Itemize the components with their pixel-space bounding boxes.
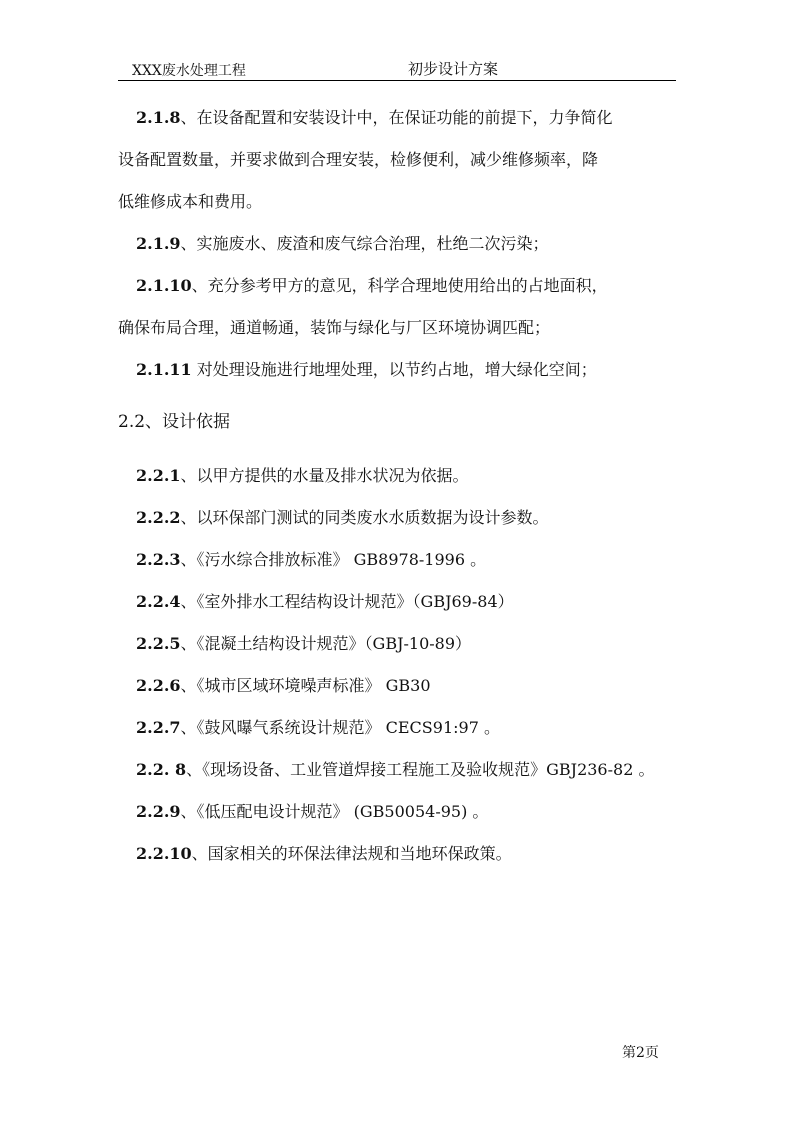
clause-number: 2.2. 8 xyxy=(136,760,187,779)
basis-item xyxy=(118,539,678,581)
clause-number: 2.2.4 xyxy=(136,592,181,611)
paragraph-continuation: 确保布局合理，通道畅通，装饰与绿化与厂区环境协调匹配； xyxy=(118,318,551,337)
paragraph-2-1-11 xyxy=(118,349,678,391)
basis-item xyxy=(118,665,678,707)
clause-text: 、《现场设备、工业管道焊接工程施工及验收规范》GBJ236-82 。 xyxy=(186,760,655,779)
basis-item xyxy=(118,749,678,791)
header-project-title: XXX废水处理工程 xyxy=(132,63,246,79)
clause-text: 、在设备配置和安装设计中，在保证功能的前提下，力争简化 xyxy=(180,108,613,127)
paragraph-2-1-10 xyxy=(118,265,678,307)
paragraph-continuation: 低维修成本和费用。 xyxy=(118,192,263,211)
basis-item xyxy=(118,833,678,875)
clause-text: 、《鼓风曝气系统设计规范》 CECS91:97 。 xyxy=(180,718,500,737)
clause-number: 2.2.10 xyxy=(136,844,192,863)
clause-number: 2.1.11 xyxy=(136,360,192,379)
clause-number: 2.1.10 xyxy=(136,276,192,295)
paragraph-2-1-9 xyxy=(118,223,678,265)
clause-text: 对处理设施进行地埋处理，以节约占地，增大绿化空间； xyxy=(191,360,597,379)
clause-text: 、实施废水、废渣和废气综合治理，杜绝二次污染； xyxy=(180,234,549,253)
clause-number: 2.2.9 xyxy=(136,802,181,821)
page-header xyxy=(118,56,676,81)
clause-text: 、国家相关的环保法律法规和当地环保政策。 xyxy=(191,844,512,863)
clause-text: 、《城市区域环境噪声标准》 GB30 xyxy=(180,676,431,695)
clause-number: 2.2.5 xyxy=(136,634,181,653)
basis-item xyxy=(118,455,678,497)
clause-text: 、以环保部门测试的同类废水水质数据为设计参数。 xyxy=(180,508,549,527)
clause-number: 2.2.3 xyxy=(136,550,181,569)
page-number: 第2页 xyxy=(622,1045,659,1061)
clause-text: 、以甲方提供的水量及排水状况为依据。 xyxy=(180,466,469,485)
clause-number: 2.2.6 xyxy=(136,676,181,695)
paragraph-continuation: 设备配置数量，并要求做到合理安装，检修便利，减少维修频率，降 xyxy=(118,150,599,169)
basis-item xyxy=(118,497,678,539)
paragraph-2-1-8 xyxy=(118,97,678,139)
clause-number: 2.2.7 xyxy=(136,718,181,737)
clause-number: 2.2.1 xyxy=(136,466,181,485)
basis-item xyxy=(118,707,678,749)
clause-text: 、《室外排水工程结构设计规范》（GBJ69-84） xyxy=(180,592,514,611)
clause-number: 2.2.2 xyxy=(136,508,181,527)
document-body xyxy=(118,97,678,875)
section-heading-design-basis: 2.2、设计依据 xyxy=(118,412,231,432)
clause-text: 、充分参考甲方的意见，科学合理地使用给出的占地面积， xyxy=(191,276,608,295)
clause-text: 、《混凝土结构设计规范》（GBJ-10-89） xyxy=(180,634,472,653)
basis-item xyxy=(118,791,678,833)
clause-number: 2.1.8 xyxy=(136,108,181,127)
clause-number: 2.1.9 xyxy=(136,234,181,253)
basis-item xyxy=(118,581,678,623)
basis-item xyxy=(118,623,678,665)
clause-text: 、《污水综合排放标准》 GB8978-1996 。 xyxy=(180,550,487,569)
clause-text: 、《低压配电设计规范》 (GB50054-95) 。 xyxy=(180,802,489,821)
header-doc-title: 初步设计方案 xyxy=(408,60,499,78)
